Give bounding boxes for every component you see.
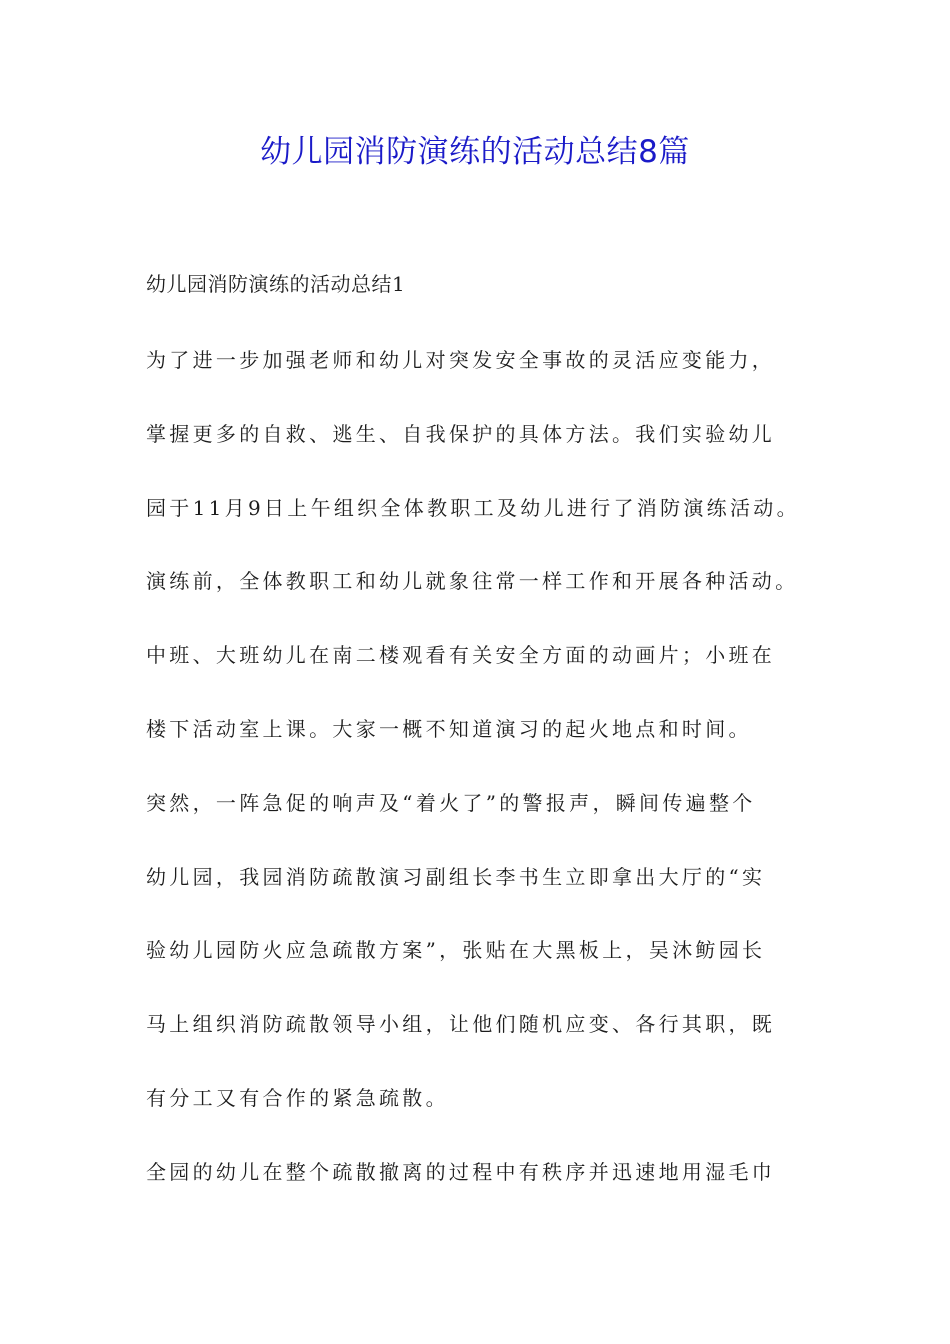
body-line: 验幼儿园防火应急疏散方案”，张贴在大黑板上，吴沐鲂园长: [146, 938, 766, 963]
body-line: 全园的幼儿在整个疏散撤离的过程中有秩序并迅速地用湿毛巾: [146, 1159, 776, 1184]
body-line: 演练前，全体教职工和幼儿就象往常一样工作和开展各种活动。: [146, 569, 799, 594]
body-line: 中班、大班幼儿在南二楼观看有关安全方面的动画片；小班在: [146, 643, 776, 668]
body-line: 楼下活动室上课。大家一概不知道演习的起火地点和时间。: [146, 716, 752, 741]
document-title: 幼儿园消防演练的活动总结8篇: [260, 134, 690, 170]
body-line: 掌握更多的自救、逃生、自我保护的具体方法。我们实验幼儿: [146, 421, 776, 446]
body-line: 有分工又有合作的紧急疏散。: [146, 1085, 449, 1110]
body-line: 园于11月9日上午组织全体教职工及幼儿进行了消防演练活动。: [146, 495, 800, 520]
body-line: 突然，一阵急促的响声及“着火了”的警报声，瞬间传遍整个: [146, 790, 756, 815]
body-line: 马上组织消防疏散领导小组，让他们随机应变、各行其职，既: [146, 1012, 776, 1037]
body-line: 为了进一步加强老师和幼儿对突发安全事故的灵活应变能力，: [146, 348, 776, 372]
section-heading: 幼儿园消防演练的活动总结1: [146, 272, 406, 296]
body-text: [146, 342, 846, 1228]
body-line: 幼儿园，我园消防疏散演习副组长李书生立即拿出大厅的“实: [146, 864, 766, 889]
